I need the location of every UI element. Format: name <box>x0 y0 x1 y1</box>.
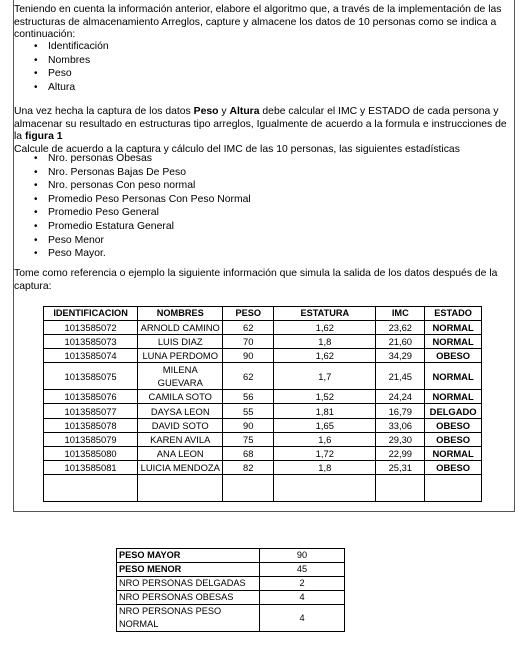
stats-list <box>14 152 251 261</box>
cell-estado: DELGADO <box>425 404 482 418</box>
table-row <box>44 349 482 363</box>
bold-peso: Peso <box>193 106 219 117</box>
fields-list <box>14 40 109 94</box>
bold-figura: figura 1 <box>24 131 63 142</box>
list-item: • Peso Mayor. <box>14 247 251 261</box>
cell-estatura: 1,7 <box>274 363 376 390</box>
summary-table <box>116 548 345 632</box>
cell-imc: 16,79 <box>376 404 425 418</box>
cell-nombres: MILENA GUEVARA <box>138 363 223 390</box>
table-row <box>44 432 482 446</box>
cell-estatura: 1,62 <box>274 349 376 363</box>
list-item: • Altura <box>14 81 109 95</box>
cell-peso: 68 <box>223 446 274 460</box>
cell-empty <box>425 474 482 501</box>
cell-estatura: 1,8 <box>274 335 376 349</box>
cell-imc: 33,06 <box>376 418 425 432</box>
cell-estatura: 1,72 <box>274 446 376 460</box>
cell-peso: 75 <box>223 432 274 446</box>
summary-label: NRO PERSONAS OBESAS <box>117 591 260 605</box>
cell-empty <box>274 474 376 501</box>
list-item: • Nro. Personas Bajas De Peso <box>14 166 251 180</box>
cell-estado: NORMAL <box>425 321 482 335</box>
summary-row <box>117 563 345 577</box>
summary-row <box>117 549 345 563</box>
cell-estado: NORMAL <box>425 446 482 460</box>
cell-identificacion: 1013585075 <box>44 363 138 390</box>
list-item: • Nro. personas Con peso normal <box>14 179 251 193</box>
text-span: y <box>218 106 230 117</box>
cell-nombres: DAYSA LEON <box>138 404 223 418</box>
cell-empty <box>138 474 223 501</box>
table-row <box>44 404 482 418</box>
table-row <box>44 335 482 349</box>
summary-label: PESO MENOR <box>117 563 260 577</box>
table-row-empty <box>44 474 482 501</box>
cell-nombres: ARNOLD CAMINO <box>138 321 223 335</box>
cell-nombres: CAMILA SOTO <box>138 390 223 404</box>
summary-value: 45 <box>260 563 345 577</box>
table-row <box>44 446 482 460</box>
header-identificacion: IDENTIFICACION <box>44 307 138 321</box>
cell-estado: NORMAL <box>425 363 482 390</box>
table-header-row <box>44 307 482 321</box>
cell-imc: 22,99 <box>376 446 425 460</box>
cell-identificacion: 1013585079 <box>44 432 138 446</box>
cell-estado: OBESO <box>425 349 482 363</box>
cell-empty <box>223 474 274 501</box>
table-row <box>44 321 482 335</box>
cell-nombres: DAVID SOTO <box>138 418 223 432</box>
cell-nombres: KAREN AVILA <box>138 432 223 446</box>
reference-paragraph: Tome como referencia o ejemplo la siguiente información que simula la salida de los datos después de la captura: <box>14 268 498 292</box>
intro-paragraph: Teniendo en cuenta la información anterior, elabore el algoritmo que, a través de la implementación de las estructuras de almacenamiento Arreglos, capture y almacene los datos de 10 personas como se indica a continuación: <box>14 4 502 40</box>
cell-peso: 55 <box>223 404 274 418</box>
list-item: • Peso <box>14 67 109 81</box>
text-span: Calcule de acuerdo a la captura y cálculo del IMC de las 10 personas, las siguientes estadísticas <box>14 143 460 155</box>
cell-peso: 70 <box>223 335 274 349</box>
cell-imc: 25,31 <box>376 460 425 474</box>
summary-value: 90 <box>260 549 345 563</box>
list-item: • Promedio Estatura General <box>14 220 251 234</box>
cell-peso: 56 <box>223 390 274 404</box>
summary-label: NRO PERSONAS PESO NORMAL <box>117 605 260 632</box>
bold-altura: Altura <box>229 106 260 117</box>
data-table <box>43 306 482 502</box>
cell-identificacion: 1013585081 <box>44 460 138 474</box>
cell-peso: 62 <box>223 363 274 390</box>
cell-identificacion: 1013585078 <box>44 418 138 432</box>
cell-imc: 23,62 <box>376 321 425 335</box>
cell-estatura: 1,6 <box>274 432 376 446</box>
table-row <box>44 460 482 474</box>
cell-peso: 62 <box>223 321 274 335</box>
cell-imc: 34,29 <box>376 349 425 363</box>
header-imc: IMC <box>376 307 425 321</box>
list-item: • Peso Menor <box>14 234 251 248</box>
instructions-paragraph <box>14 106 514 156</box>
summary-value: 2 <box>260 577 345 591</box>
cell-estado: OBESO <box>425 432 482 446</box>
cell-identificacion: 1013585072 <box>44 321 138 335</box>
summary-row <box>117 605 345 632</box>
cell-identificacion: 1013585076 <box>44 390 138 404</box>
summary-label: PESO MAYOR <box>117 549 260 563</box>
table-row <box>44 418 482 432</box>
summary-row <box>117 577 345 591</box>
cell-estatura: 1,52 <box>274 390 376 404</box>
cell-imc: 21,45 <box>376 363 425 390</box>
list-item: • Promedio Peso General <box>14 206 251 220</box>
cell-nombres: LUICIA MENDOZA <box>138 460 223 474</box>
cell-nombres: LUNA PERDOMO <box>138 349 223 363</box>
cell-identificacion: 1013585077 <box>44 404 138 418</box>
table-row <box>44 363 482 390</box>
cell-estatura: 1,8 <box>274 460 376 474</box>
cell-imc: 21,60 <box>376 335 425 349</box>
header-estatura: ESTATURA <box>274 307 376 321</box>
list-item: • Promedio Peso Personas Con Peso Normal <box>14 193 251 207</box>
cell-estatura: 1,65 <box>274 418 376 432</box>
cell-estado: OBESO <box>425 418 482 432</box>
text-span: Una vez hecha la captura de los datos <box>14 106 194 117</box>
cell-empty <box>376 474 425 501</box>
cell-identificacion: 1013585074 <box>44 349 138 363</box>
header-nombres: NOMBRES <box>138 307 223 321</box>
list-item: • Nro. personas Obesas <box>14 152 251 166</box>
cell-nombres: ANA LEON <box>138 446 223 460</box>
cell-imc: 24,24 <box>376 390 425 404</box>
cell-peso: 90 <box>223 418 274 432</box>
cell-estado: OBESO <box>425 460 482 474</box>
cell-peso: 82 <box>223 460 274 474</box>
cell-identificacion: 1013585073 <box>44 335 138 349</box>
cell-identificacion: 1013585080 <box>44 446 138 460</box>
cell-estado: NORMAL <box>425 390 482 404</box>
list-item: • Nombres <box>14 54 109 68</box>
cell-peso: 90 <box>223 349 274 363</box>
summary-value: 4 <box>260 591 345 605</box>
cell-nombres: LUIS DIAZ <box>138 335 223 349</box>
cell-empty <box>44 474 138 501</box>
header-peso: PESO <box>223 307 274 321</box>
text-span: debe calcular el IMC y ESTADO de cada persona y almacenar su resultado en estructuras tipo arreglos, Igualmente de acuerdo a la formula e instrucciones de la <box>14 106 507 142</box>
cell-estado: NORMAL <box>425 335 482 349</box>
cell-estatura: 1,81 <box>274 404 376 418</box>
table-row <box>44 390 482 404</box>
summary-value: 4 <box>260 605 345 632</box>
summary-row <box>117 591 345 605</box>
summary-label: NRO PERSONAS DELGADAS <box>117 577 260 591</box>
header-estado: ESTADO <box>425 307 482 321</box>
list-item: • Identificación <box>14 40 109 54</box>
cell-estatura: 1,62 <box>274 321 376 335</box>
cell-imc: 29,30 <box>376 432 425 446</box>
